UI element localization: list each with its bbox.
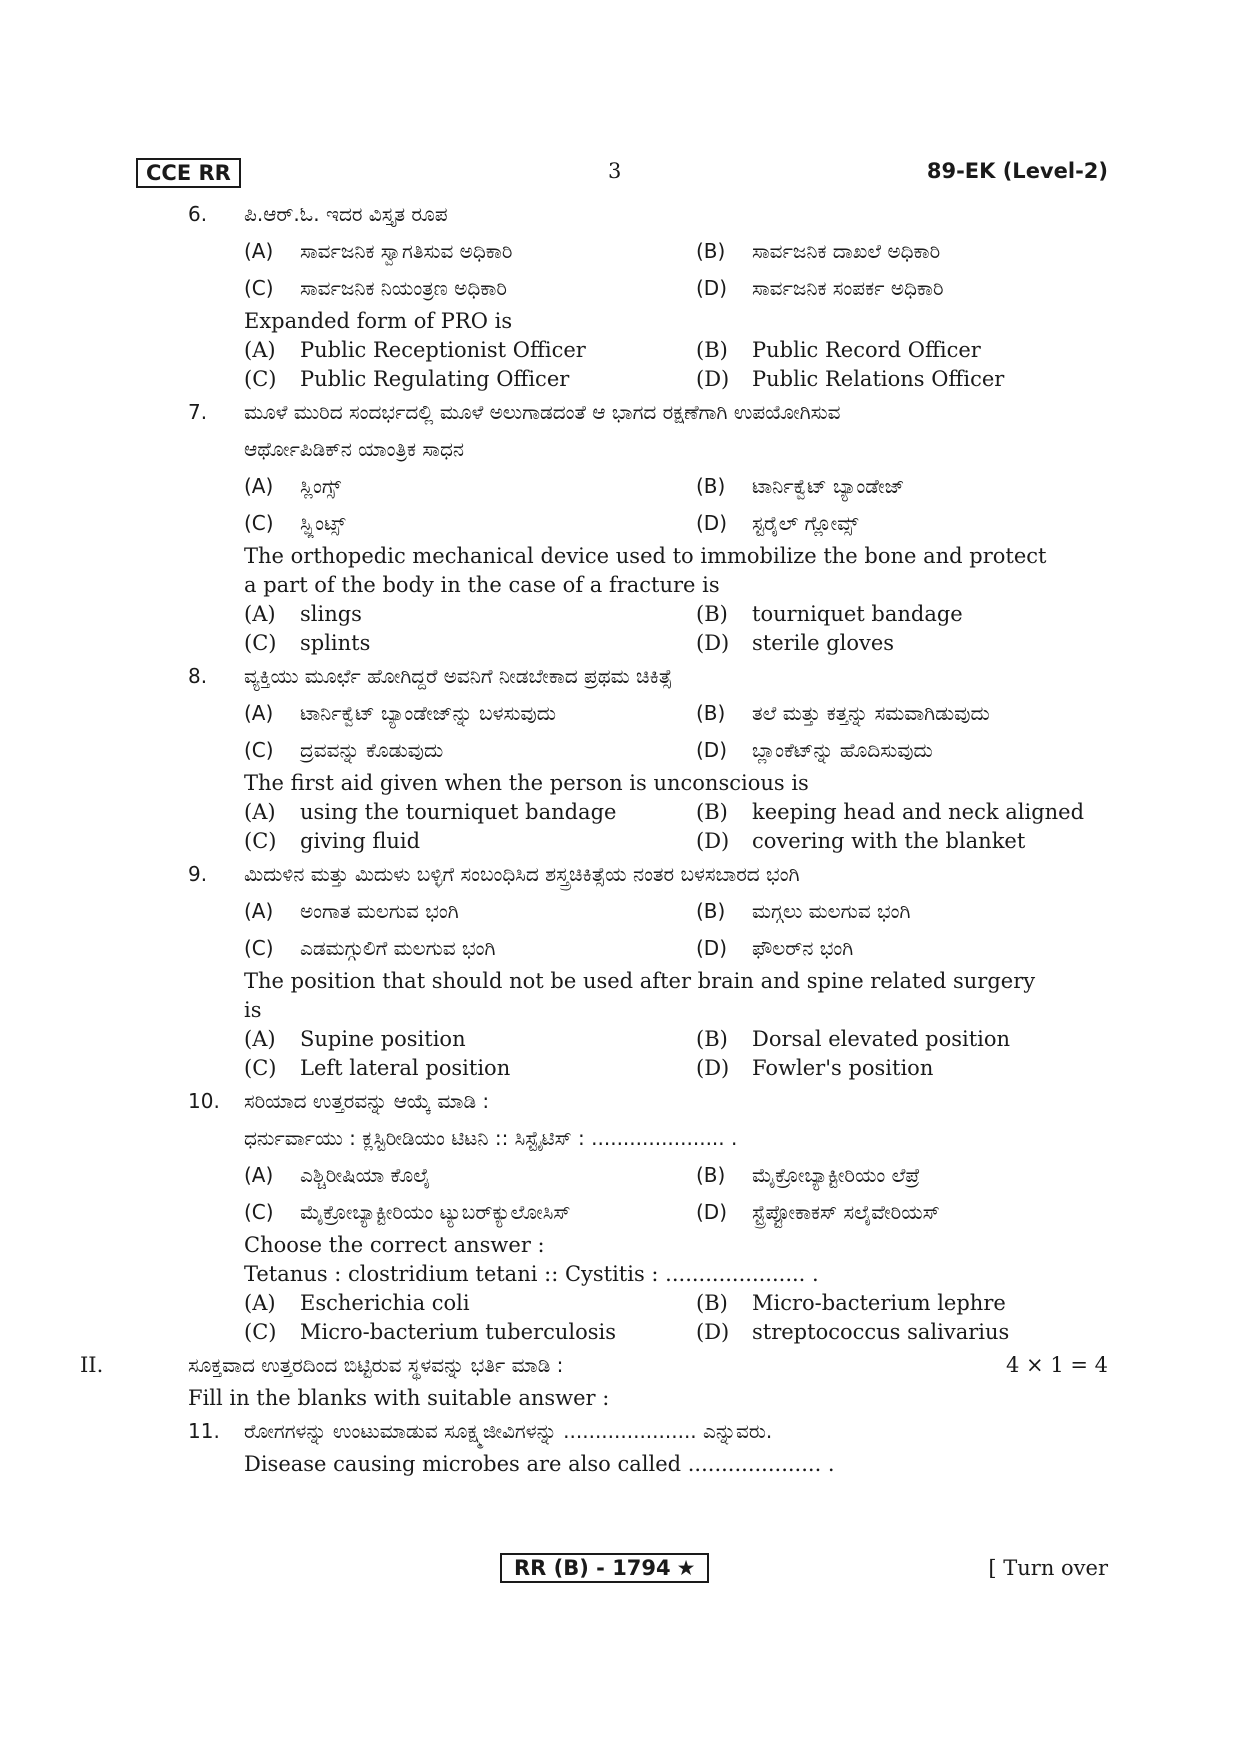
option-letter: (A)	[244, 1027, 276, 1051]
question-number: 8.	[188, 664, 208, 688]
option-letter: (C)	[244, 367, 277, 391]
english-option	[696, 1289, 1108, 1318]
english-option	[696, 1318, 1108, 1347]
option-letter: (D)	[696, 936, 728, 960]
kannada-option	[244, 732, 696, 769]
kannada-option	[244, 1194, 696, 1231]
kannada-option	[696, 930, 1108, 967]
english-option	[696, 629, 1108, 658]
option-text: ಸ್ಪ್ಲಿಂಟ್ಸ್	[300, 511, 346, 535]
option-letter: (A)	[244, 239, 274, 263]
option-letter: (B)	[696, 338, 728, 362]
option-letter: (C)	[244, 631, 277, 655]
option-letter: (A)	[244, 338, 276, 362]
option-letter: (B)	[696, 1291, 728, 1315]
section-marks: 4 × 1 = 4	[1006, 1353, 1108, 1377]
english-options	[244, 600, 1108, 658]
option-letter: (C)	[244, 511, 274, 535]
footer-code: RR (B) - 1794	[514, 1556, 671, 1580]
kannada-stem-line: ಧರ್ನುರ್ವಾಯು : ಕ್ಲಸ್ಟಿರೀಡಿಯಂ ಟಿಟನಿ :: ಸಿಸ್ಟೈಟಿಸ್ : ..................... .	[244, 1126, 738, 1150]
english-stem-line: a part of the body in the case of a fracture is	[244, 573, 720, 597]
option-text: ಸಾರ್ವಜನಿಕ ಸ್ವಾಗತಿಸುವ ಅಧಿಕಾರಿ	[300, 239, 513, 263]
option-letter: (D)	[696, 829, 730, 853]
question-item	[136, 1083, 1108, 1347]
option-text: Fowler's position	[752, 1056, 934, 1080]
question-item	[136, 1413, 1108, 1479]
section-two	[80, 1347, 1108, 1413]
option-text: Left lateral position	[300, 1056, 511, 1080]
question-body	[244, 658, 1108, 856]
english-option	[696, 600, 1108, 629]
option-text: slings	[300, 602, 362, 626]
option-text: ಬ್ಲಾಂಕೆಟ್‌ನ್ನು ಹೊದಿಸುವುದು	[752, 738, 933, 762]
kannada-stem-line: ರೋಗಗಳನ್ನು ಉಂಟುಮಾಡುವ ಸೂಕ್ಷ್ಮಜೀವಿಗಳನ್ನು ..................... ಎನ್ನುವರು.	[244, 1419, 773, 1443]
kannada-option	[244, 468, 696, 505]
question-body	[244, 856, 1108, 1083]
section-number: II.	[80, 1353, 104, 1377]
kannada-stem-line: ಮೂಳೆ ಮುರಿದ ಸಂದರ್ಭದಲ್ಲಿ ಮೂಳೆ ಅಲುಗಾಡದಂತೆ ಆ ಭಾಗದ ರಕ್ಷಣೆಗಾಗಿ ಉಪಯೋಗಿಸುವ	[244, 400, 841, 424]
kannada-stem-line: ಆರ್ಥೋಪಿಡಿಕ್‌ನ ಯಾಂತ್ರಿಕ ಸಾಧನ	[244, 437, 465, 461]
option-text: ಸಾರ್ವಜನಿಕ ಸಂಪರ್ಕ ಅಧಿಕಾರಿ	[752, 276, 944, 300]
kannada-options	[244, 893, 1108, 967]
option-letter: (D)	[696, 631, 730, 655]
kannada-option	[696, 233, 1108, 270]
option-letter: (B)	[696, 1027, 728, 1051]
option-letter: (D)	[696, 1320, 730, 1344]
option-letter: (C)	[244, 936, 274, 960]
english-option	[244, 1289, 696, 1318]
kannada-option	[244, 893, 696, 930]
option-letter: (D)	[696, 367, 730, 391]
option-letter: (C)	[244, 738, 274, 762]
option-text: streptococcus salivarius	[752, 1320, 1010, 1344]
option-text: Public Record Officer	[752, 338, 981, 362]
kannada-options	[244, 468, 1108, 542]
kannada-options	[244, 233, 1108, 307]
option-letter: (C)	[244, 829, 277, 853]
kannada-option	[244, 233, 696, 270]
header-series-box: CCE RR	[136, 158, 241, 188]
star-icon: ★	[676, 1556, 696, 1580]
option-letter: (B)	[696, 899, 726, 923]
kannada-option	[696, 893, 1108, 930]
kannada-options	[244, 1157, 1108, 1231]
kannada-option	[696, 1194, 1108, 1231]
english-options	[244, 336, 1108, 394]
option-letter: (A)	[244, 474, 274, 498]
kannada-option	[696, 468, 1108, 505]
option-letter: (A)	[244, 701, 274, 725]
option-text: ಮಗ್ಗಲು ಮಲಗುವ ಭಂಗಿ	[752, 899, 911, 923]
english-option	[244, 798, 696, 827]
option-text: ಸಾರ್ವಜನಿಕ ದಾಖಲೆ ಅಧಿಕಾರಿ	[752, 239, 941, 263]
option-letter: (D)	[696, 511, 728, 535]
english-options	[244, 1025, 1108, 1083]
option-letter: (B)	[696, 1163, 726, 1187]
english-option	[696, 336, 1108, 365]
option-letter: (C)	[244, 1200, 274, 1224]
option-text: covering with the blanket	[752, 829, 1026, 853]
english-option	[696, 365, 1108, 394]
option-text: Dorsal elevated position	[752, 1027, 1011, 1051]
english-option	[244, 1025, 696, 1054]
option-text: giving fluid	[300, 829, 421, 853]
option-text: ಮೈಕ್ರೋಬ್ಯಾಕ್ಟೀರಿಯಂ ಲೆಪ್ರೆ	[752, 1163, 920, 1187]
option-letter: (B)	[696, 800, 728, 824]
kannada-option	[244, 505, 696, 542]
option-letter: (A)	[244, 1163, 274, 1187]
english-stem-line: Expanded form of PRO is	[244, 309, 513, 333]
option-letter: (C)	[244, 1056, 277, 1080]
kannada-option	[696, 270, 1108, 307]
kannada-stem-line: ಸರಿಯಾದ ಉತ್ತರವನ್ನು ಆಯ್ಕೆ ಮಾಡಿ :	[244, 1089, 490, 1113]
option-letter: (D)	[696, 276, 728, 300]
option-text: using the tourniquet bandage	[300, 800, 617, 824]
question-body	[244, 394, 1108, 658]
kannada-options	[244, 695, 1108, 769]
section-heading-kannada: ಸೂಕ್ತವಾದ ಉತ್ತರದಿಂದ ಬಿಟ್ಟಿರುವ ಸ್ಥಳವನ್ನು ಭರ್ತಿ ಮಾಡಿ :	[188, 1353, 564, 1377]
question-number: 9.	[188, 862, 208, 886]
option-text: splints	[300, 631, 371, 655]
option-text: ಮೈಕ್ರೋಬ್ಯಾಕ್ಟೀರಿಯಂ ಟ್ಯುಬರ್‌ಕ್ಯುಲೋಸಿಸ್	[300, 1200, 571, 1224]
footer-code-box	[500, 1553, 709, 1583]
kannada-stem-line: ಪಿ.ಆರ್.ಓ. ಇದರ ವಿಸ್ತೃತ ರೂಪ	[244, 202, 448, 226]
option-text: ಎಶ್ಚಿರೀಷಿಯಾ ಕೊಲೈ	[300, 1163, 431, 1187]
kannada-option	[696, 695, 1108, 732]
kannada-option	[244, 695, 696, 732]
option-letter: (B)	[696, 701, 726, 725]
option-text: ಫೌಲರ್‌ನ ಭಂಗಿ	[752, 936, 854, 960]
option-letter: (C)	[244, 1320, 277, 1344]
kannada-option	[696, 732, 1108, 769]
english-option	[244, 1318, 696, 1347]
question-body	[244, 1083, 1108, 1347]
option-letter: (A)	[244, 800, 276, 824]
english-option	[244, 629, 696, 658]
option-text: Micro-bacterium tuberculosis	[300, 1320, 617, 1344]
kannada-option	[244, 270, 696, 307]
option-text: ಸಾರ್ವಜನಿಕ ನಿಯಂತ್ರಣ ಅಧಿಕಾರಿ	[300, 276, 507, 300]
english-stem-line: Disease causing microbes are also called .................... .	[244, 1452, 835, 1476]
option-text: Escherichia coli	[300, 1291, 470, 1315]
option-text: Public Relations Officer	[752, 367, 1005, 391]
paper-code: 89-EK (Level-2)	[926, 159, 1108, 183]
question-number: 7.	[188, 400, 208, 424]
english-option	[244, 365, 696, 394]
english-stem-line: The first aid given when the person is unconscious is	[244, 771, 809, 795]
option-letter: (A)	[244, 899, 274, 923]
english-stem-line: Choose the correct answer :	[244, 1233, 545, 1257]
english-option	[696, 798, 1108, 827]
section-heading-english: Fill in the blanks with suitable answer :	[188, 1386, 610, 1410]
english-option	[244, 1054, 696, 1083]
question-number: 6.	[188, 202, 208, 226]
question-item	[136, 394, 1108, 658]
question-body	[244, 196, 1108, 394]
option-letter: (A)	[244, 602, 276, 626]
english-stem-line: The orthopedic mechanical device used to immobilize the bone and protect	[244, 544, 1047, 568]
english-stem-line: The position that should not be used after brain and spine related surgery	[244, 969, 1036, 993]
kannada-option	[696, 1157, 1108, 1194]
option-letter: (B)	[696, 474, 726, 498]
english-options	[244, 798, 1108, 856]
page-number: 3	[608, 159, 622, 183]
option-text: ಟಾರ್ನಿಕ್ವೆಟ್ ಬ್ಯಾಂಡೇಜ್‌ನ್ನು ಬಳಸುವುದು	[300, 701, 557, 725]
question-list	[80, 196, 1108, 1479]
kannada-option	[244, 1157, 696, 1194]
option-text: Supine position	[300, 1027, 466, 1051]
option-text: ಅಂಗಾತ ಮಲಗುವ ಭಂಗಿ	[300, 899, 459, 923]
english-options	[244, 1289, 1108, 1347]
option-letter: (D)	[696, 1056, 730, 1080]
option-text: sterile gloves	[752, 631, 895, 655]
option-text: ತಲೆ ಮತ್ತು ಕತ್ತನ್ನು ಸಮವಾಗಿಡುವುದು	[752, 701, 990, 725]
question-item	[136, 658, 1108, 856]
english-option	[696, 827, 1108, 856]
kannada-stem-line: ವ್ಯಕ್ತಿಯು ಮೂರ್ಛೆ ಹೋಗಿದ್ದರೆ ಅವನಿಗೆ ನೀಡಬೇಕಾದ ಪ್ರಥಮ ಚಿಕಿತ್ಸೆ	[244, 664, 673, 688]
option-text: Micro-bacterium lephre	[752, 1291, 1006, 1315]
english-option	[244, 600, 696, 629]
question-number: 11.	[188, 1419, 220, 1443]
option-letter: (D)	[696, 1200, 728, 1224]
option-text: ಸ್ಟ್ರೆಪ್ಟೋಕಾಕಸ್ ಸಲೈವೇರಿಯಸ್	[752, 1200, 940, 1224]
question-body	[244, 1413, 1108, 1479]
question-item	[136, 196, 1108, 394]
english-option	[696, 1054, 1108, 1083]
option-letter: (C)	[244, 276, 274, 300]
kannada-stem-line: ಮಿದುಳಿನ ಮತ್ತು ಮಿದುಳು ಬಳ್ಳಿಗೆ ಸಂಬಂಧಿಸಿದ ಶಸ್ತ್ರಚಿಕಿತ್ಸೆಯ ನಂತರ ಬಳಸಬಾರದ ಭಂಗಿ	[244, 862, 800, 886]
english-option	[244, 827, 696, 856]
option-text: tourniquet bandage	[752, 602, 963, 626]
option-letter: (B)	[696, 239, 726, 263]
english-option	[244, 336, 696, 365]
question-number: 10.	[188, 1089, 220, 1113]
option-letter: (B)	[696, 602, 728, 626]
option-text: ಸ್ಲಿಂಗ್ಸ್	[300, 474, 342, 498]
option-text: ಸ್ಟರೈಲ್ ಗ್ಲೋವ್ಸ್	[752, 511, 859, 535]
question-item	[136, 856, 1108, 1083]
option-text: ಟಾರ್ನಿಕ್ವೆಟ್ ಬ್ಯಾಂಡೇಜ್	[752, 474, 905, 498]
turn-over-label: [ Turn over	[988, 1556, 1108, 1580]
option-letter: (D)	[696, 738, 728, 762]
kannada-option	[244, 930, 696, 967]
english-stem-line: is	[244, 998, 262, 1022]
option-text: Public Regulating Officer	[300, 367, 570, 391]
option-letter: (A)	[244, 1291, 276, 1315]
english-option	[696, 1025, 1108, 1054]
kannada-option	[696, 505, 1108, 542]
option-text: Public Receptionist Officer	[300, 338, 586, 362]
option-text: ಎಡಮಗ್ಗುಲಿಗೆ ಮಲಗುವ ಭಂಗಿ	[300, 936, 496, 960]
option-text: keeping head and neck aligned	[752, 800, 1085, 824]
english-stem-line: Tetanus : clostridium tetani :: Cystitis : ..................... .	[244, 1262, 819, 1286]
option-text: ದ್ರವವನ್ನು ಕೊಡುವುದು	[300, 738, 444, 762]
